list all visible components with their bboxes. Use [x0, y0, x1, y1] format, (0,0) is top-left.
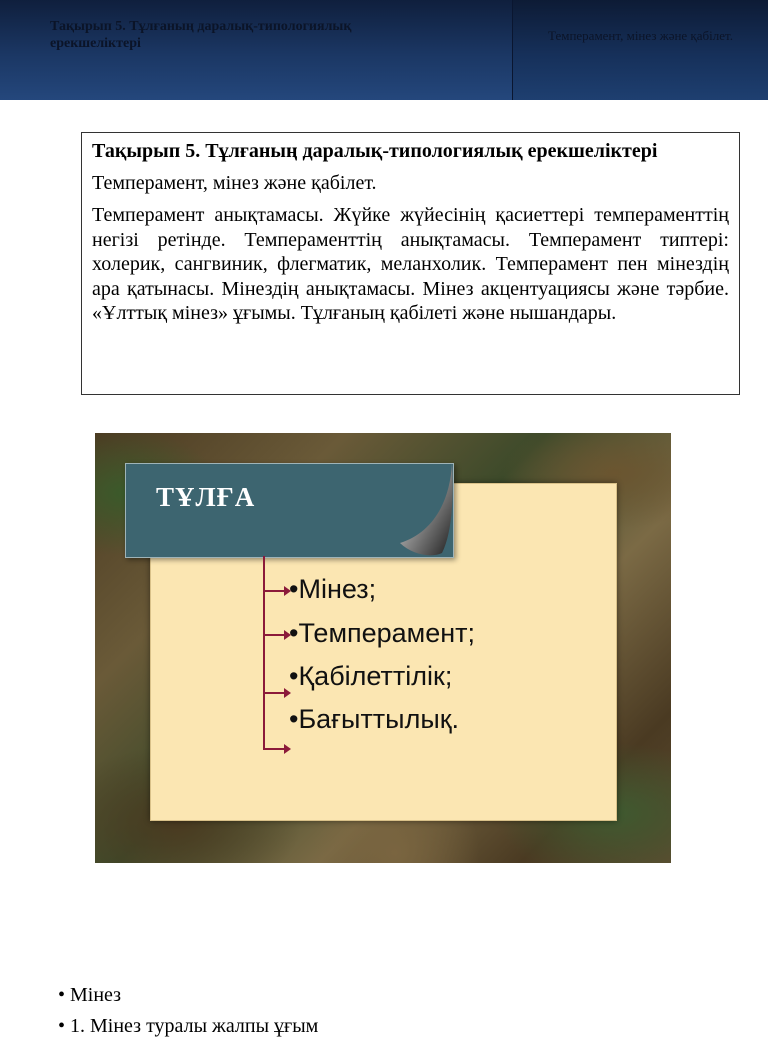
slide-list-item: •Мінез;: [289, 574, 377, 604]
page-curl-icon: [392, 463, 454, 558]
slide-list-item: •Бағыттылық.: [289, 704, 460, 734]
arrow-icon: [265, 634, 285, 636]
page-header: [0, 0, 768, 100]
slide-label: ТҰЛҒА: [156, 482, 256, 512]
slide-image: [95, 433, 671, 863]
arrow-icon: [265, 590, 285, 592]
bottom-partial-item: • 1. Мінез туралы жалпы ұғым: [58, 1015, 319, 1037]
arrow-icon: [265, 748, 285, 750]
topic-title: Тақырып 5. Тұлғаның даралық-типологиялық ерекшеліктері: [92, 140, 658, 162]
bottom-bullet-item: • Мінез: [58, 984, 122, 1006]
arrow-icon: [265, 692, 285, 694]
header-left-panel: [0, 0, 512, 100]
header-title: Тақырып 5. Тұлғаның даралық-типологиялық ерекшеліктері: [50, 19, 352, 51]
topic-body: Темперамент анықтамасы. Жүйке жүйесінің қасиеттері темпераменттің негізі ретінде. Темпераменттің анықтамасы. Темперамент типтері: холерик, сангвиник, флегматик, меланхолик. Темперамент пен мінездің ара қатынасы. Мінездің анықтамасы. Мінез акцентуациясы және тәрбие. «Ұлттық мінез» ұғымы. Тұлғаның қабілеті және нышандары.: [92, 204, 729, 324]
slide-list-item: •Қабілеттілік;: [289, 661, 453, 691]
header-right-panel: [512, 0, 768, 100]
topic-text-box: [81, 132, 740, 395]
topic-subtitle: Темперамент, мінез және қабілет.: [92, 172, 377, 194]
slide-list-item: •Темперамент;: [289, 618, 476, 648]
bullet-connector-line: [263, 556, 265, 750]
header-subtitle: Темперамент, мінез және қабілет.: [548, 28, 733, 43]
